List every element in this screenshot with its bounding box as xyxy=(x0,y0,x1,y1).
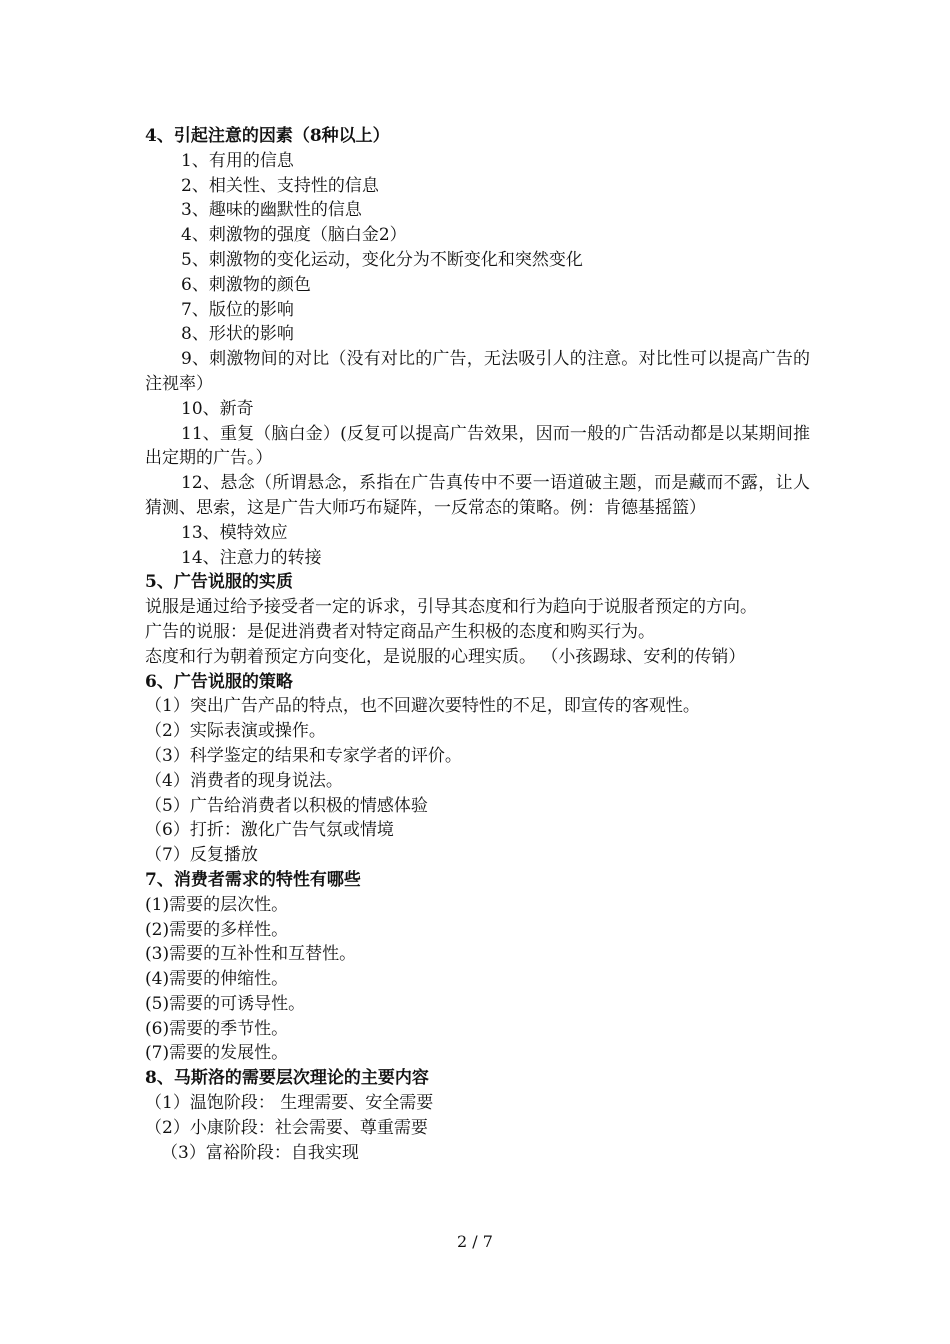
section-4-item-5: 5、刺激物的变化运动，变化分为不断变化和突然变化 xyxy=(181,249,583,270)
section-6-item-1: （1）突出广告产品的特点，也不回避次要特性的不足，即宣传的客观性。 xyxy=(145,696,700,717)
section-4-item-13: 13、模特效应 xyxy=(181,522,288,543)
section-6-item-5: （5）广告给消费者以积极的情感体验 xyxy=(145,795,428,816)
section-6-item-7: （7）反复播放 xyxy=(145,845,258,866)
section-7-item-5: (5)需要的可诱导性。 xyxy=(145,993,306,1014)
section-4-item-6: 6、刺激物的颜色 xyxy=(181,274,311,295)
section-8-item-3: （3）富裕阶段：自我实现 xyxy=(161,1142,359,1163)
section-4-item-4: 4、刺激物的强度（脑白金2） xyxy=(181,225,407,246)
section-4-item-14: 14、注意力的转接 xyxy=(181,547,322,568)
section-4-item-9: 9、刺激物间的对比（没有对比的广告，无法吸引人的注意。对比性可以提高广告的注视率） xyxy=(145,349,810,394)
section-5-paragraph-3: 态度和行为朝着预定方向变化，是说服的心理实质。 （小孩踢球、安利的传销） xyxy=(145,646,746,667)
page-number: 2 / 7 xyxy=(457,1232,493,1251)
section-4-item-2: 2、相关性、支持性的信息 xyxy=(181,175,379,196)
section-7-item-6: (6)需要的季节性。 xyxy=(145,1018,289,1039)
section-4-item-11: 11、重复（脑白金）(反复可以提高广告效果，因而一般的广告活动都是以某期间推出定期的广告。） xyxy=(145,423,810,469)
section-8-item-2: （2）小康阶段：社会需要、尊重需要 xyxy=(145,1117,428,1138)
section-4-heading: 4、引起注意的因素（8种以上） xyxy=(145,126,390,146)
section-8-heading: 8、马斯洛的需要层次理论的主要内容 xyxy=(145,1068,429,1089)
section-5-heading: 5、广告说服的实质 xyxy=(145,572,293,593)
section-7-item-7: (7)需要的发展性。 xyxy=(145,1043,289,1064)
section-7-item-1: (1)需要的层次性。 xyxy=(145,894,289,915)
page-content xyxy=(145,124,810,1165)
section-7-heading: 7、消费者需求的特性有哪些 xyxy=(145,869,361,890)
section-4-item-7: 7、版位的影响 xyxy=(181,299,294,320)
section-7-item-4: (4)需要的伸缩性。 xyxy=(145,969,289,990)
section-4-item-8: 8、形状的影响 xyxy=(181,324,294,345)
section-4-item-3: 3、趣味的幽默性的信息 xyxy=(181,200,362,221)
section-6-item-6: （6）打折：激化广告气氛或情境 xyxy=(145,820,394,841)
section-7-item-2: (2)需要的多样性。 xyxy=(145,919,289,940)
section-6-item-4: （4）消费者的现身说法。 xyxy=(145,770,343,791)
section-6-item-2: （2）实际表演或操作。 xyxy=(145,721,326,742)
section-4-item-1: 1、有用的信息 xyxy=(181,150,294,171)
section-8-item-1: （1）温饱阶段： 生理需要、安全需要 xyxy=(145,1093,434,1114)
section-5-paragraph-2: 广告的说服：是促进消费者对特定商品产生积极的态度和购买行为。 xyxy=(145,621,655,642)
section-6-item-3: （3）科学鉴定的结果和专家学者的评价。 xyxy=(145,745,462,766)
section-7-item-3: (3)需要的互补性和互替性。 xyxy=(145,944,357,965)
section-6-heading: 6、广告说服的策略 xyxy=(145,671,293,692)
section-4-item-12: 12、悬念（所谓悬念，系指在广告真传中不要一语道破主题，而是藏而不露，让人猜测、思索，这是广告大师巧布疑阵，一反常态的策略。例：肯德基摇篮） xyxy=(145,473,810,518)
section-4-item-10: 10、新奇 xyxy=(181,398,254,419)
section-5-paragraph-1: 说服是通过给予接受者一定的诉求，引导其态度和行为趋向于说服者预定的方向。 xyxy=(145,597,757,618)
